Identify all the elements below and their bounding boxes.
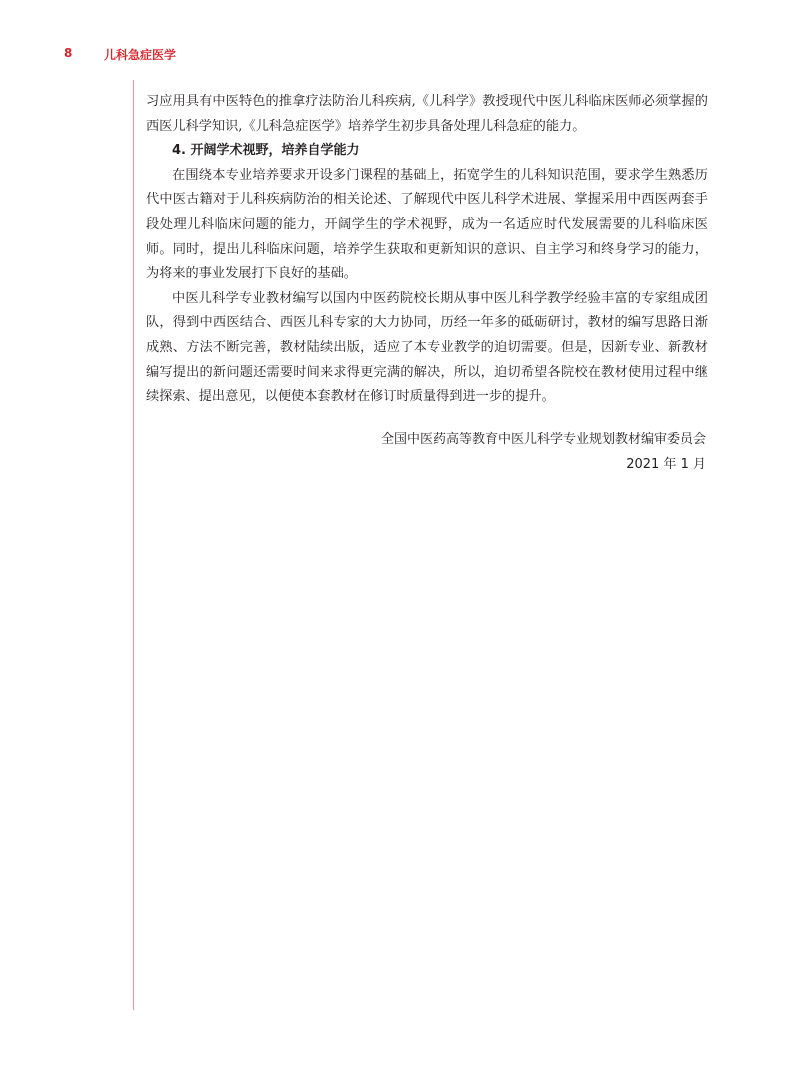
- signature-block: [381, 428, 706, 477]
- committee-name: 全国中医药高等教育中医儿科学专业规划教材编审委员会: [380, 432, 706, 447]
- section-heading: 4. 开阔学术视野，培养自学能力: [172, 143, 360, 159]
- paragraph-closing: 中医儿科学专业教材编写以国内中医药院校长期从事中医儿科学教学经验丰富的专家组成团队，得到中西医结合、西医儿科专家的大力协同，历经一年多的砥砺研讨，教材的编写思路日渐成熟、方法不断完善，教材陆续出版，适应了本专业教学的迫切需要。但是，因新专业、新教材编写提出的新问题还需要时间来求得更完满的解决，所以，迫切希望各院校在教材使用过程中继续探索、提出意见，以便使本套教材在修订时质量得到进一步的提升。: [146, 290, 708, 405]
- paragraph-section-4: 在围绕本专业培养要求开设多门课程的基础上，拓宽学生的儿科知识范围，要求学生熟悉历代中医古籍对于儿科疾病防治的相关论述、了解现代中医儿科学术进展、掌握采用中西医两套手段处理儿科临床问题的能力，开阔学生的学术视野，成为一名适应时代发展需要的儿科临床医师。同时，提出儿科临床问题，培养学生获取和更新知识的意识、自主学习和终身学习的能力，为将来的事业发展打下良好的基础。: [146, 167, 708, 282]
- running-title: 儿科急症医学: [104, 48, 177, 62]
- page-body: [146, 90, 708, 410]
- paragraph-continued: 习应用具有中医特色的推拿疗法防治儿科疾病,《儿科学》教授现代中医儿科临床医师必须掌握的西医儿科学知识,《儿科急症医学》培养学生初步具备处理儿科急症的能力。: [146, 94, 708, 134]
- page-header: [0, 46, 800, 66]
- page-number: 8: [64, 46, 73, 60]
- margin-rule: [133, 80, 134, 1010]
- signature-date: 2021 年 1 月: [626, 456, 706, 472]
